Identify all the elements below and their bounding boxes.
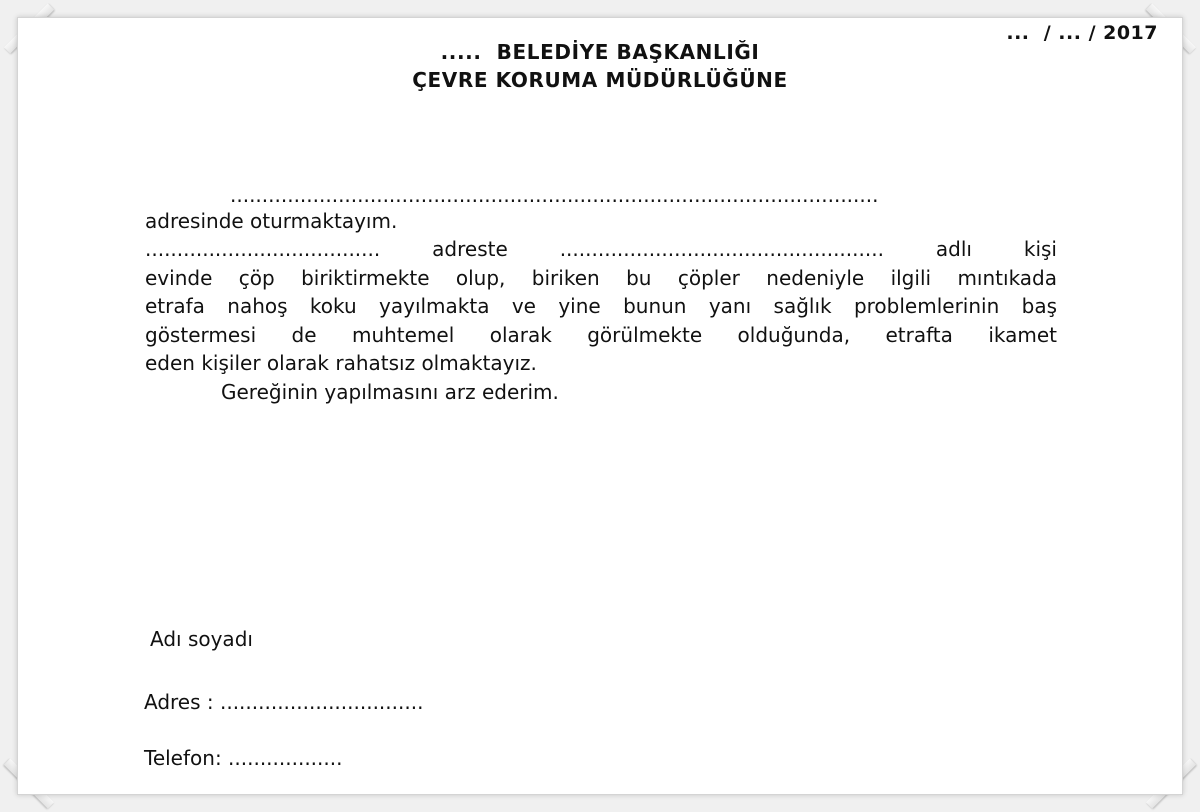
request-statement: Gereğinin yapılmasını arz ederim. <box>221 380 559 404</box>
address-field: Adres : ................................ <box>144 690 424 714</box>
document-sheet <box>17 17 1183 795</box>
residence-statement: adresinde oturmaktayım. <box>145 209 398 233</box>
complaint-line-3: etrafa nahoş koku yayılmakta ve yine bunun yanı sağlık problemlerinin baş <box>145 294 1057 318</box>
complaint-person-label: adlı kişi <box>935 237 1057 261</box>
phone-field: Telefon: .................. <box>144 746 343 770</box>
complaint-line-1 <box>145 237 1057 261</box>
complaint-person-blank: ................................................... <box>559 237 884 261</box>
document-date: ... / ... / 2017 <box>1006 22 1158 44</box>
recipient-department: ÇEVRE KORUMA MÜDÜRLÜĞÜNE <box>412 68 788 92</box>
complaint-line-4: göstermesi de muhtemel olarak görülmekte olduğunda, etrafta ikamet <box>145 323 1057 347</box>
complaint-line-2: evinde çöp biriktirmekte olup, biriken bu çöpler nedeniyle ilgili mıntıkada <box>145 266 1057 290</box>
complaint-line-5: eden kişiler olarak rahatsız olmaktayız. <box>145 351 537 375</box>
address-blank: ...................................................................................................... <box>230 183 879 207</box>
name-label: Adı soyadı <box>150 627 253 651</box>
complaint-address-blank: ..................................... adreste <box>145 237 508 261</box>
recipient-municipality: ..... BELEDİYE BAŞKANLIĞI <box>440 40 760 64</box>
